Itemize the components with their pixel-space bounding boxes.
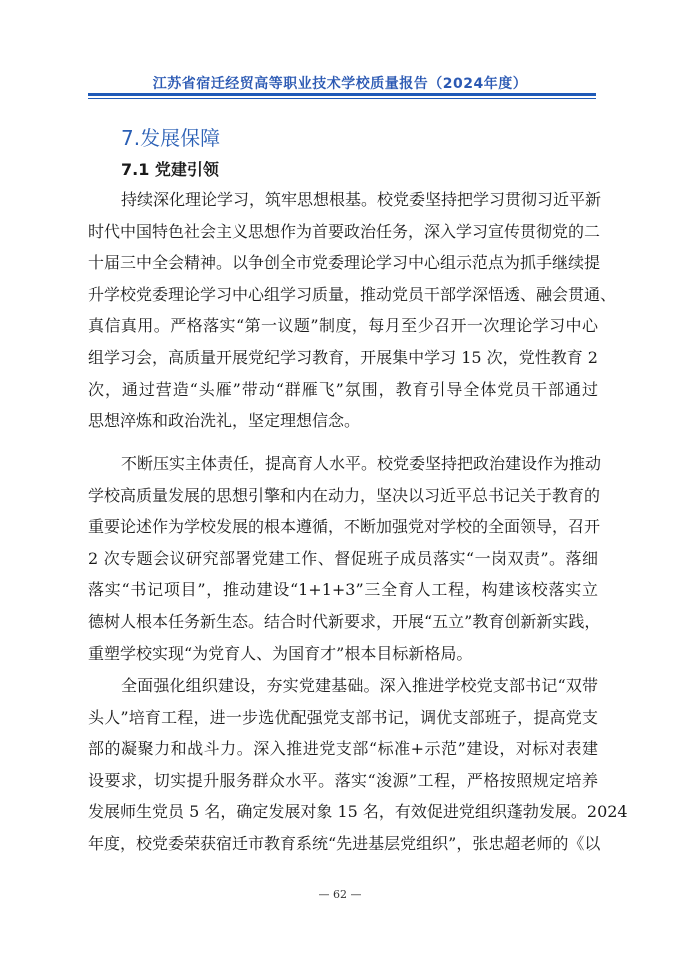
paragraph-responsibility [88,448,602,669]
paragraph-line: 不断压实主体责任，提高育人水平。校党委坚持把政治建设作为推动 [121,454,602,473]
paragraph-line: 重要论述作为学校发展的根本遵循，不断加强党对学校的全面领导，召开 [88,517,601,537]
paragraph-line: 真信真用。严格落实“第一议题”制度，每月至少召开一次理论学习中心 [88,316,598,336]
paragraph-line: 持续深化理论学习，筑牢思想根基。校党委坚持把学习贯彻习近平新 [121,190,602,209]
section-heading: 7.发展保障 [121,126,221,150]
paragraph-line: 全面强化组织建设，夯实党建基础。深入推进学校党支部书记“双带 [121,676,598,695]
paragraph-line: 思想淬炼和政治洗礼，坚定理想信念。 [88,411,361,431]
paragraph-line: 学校高质量发展的思想引擎和内在动力，坚决以习近平总书记关于教育的 [88,485,601,505]
header-rule-thin [88,98,596,99]
paragraph-line: 头人”培育工程，进一步选优配强党支部书记，调优支部班子，提高党支 [88,707,598,727]
paragraph-line: 十届三中全会精神。以争创全市党委理论学习中心组示范点为抓手继续提 [88,253,601,273]
header-rule-thick [88,93,596,96]
paragraph-line: 2 次专题会议研究部署党建工作、督促班子成员落实“一岗双责”。落细 [88,548,598,568]
paragraph-organization [88,670,628,860]
paragraph-line: 年度，校党委荣获宿迁市教育系统“先进基层党组织”，张忠超老师的《以 [88,833,601,853]
paragraph-line: 设要求，切实提升服务群众水平。落实“浚源”工程，严格按照规定培养 [88,770,598,790]
paragraph-line: 落实“书记项目”，推动建设“1+1+3”三全育人工程，构建该校落实立 [88,580,598,600]
paragraph-line: 时代中国特色社会主义思想作为首要政治任务，深入学习宣传贯彻党的二 [88,221,601,241]
paragraph-line: 组学习会，高质量开展党纪学习教育，开展集中学习 15 次，党性教育 2 [88,347,598,367]
paragraph-line: 德树人根本任务新生态。结合时代新要求，开展“五立”教育创新新实践， [88,611,601,631]
paragraph-line: 部的凝聚力和战斗力。深入推进党支部“标准+示范”建设，对标对表建 [88,739,598,759]
paragraph-theory-study [88,184,617,437]
paragraph-line: 次，通过营造“头雁”带动“群雁飞”氛围，教育引导全体党员干部通过 [88,379,598,399]
subsection-heading: 7.1 党建引领 [121,160,219,179]
page-number: — 62 — [318,888,362,901]
paragraph-line: 发展师生党员 5 名，确定发展对象 15 名，有效促进党组织蓬勃发展。2024 [88,802,628,822]
paragraph-line: 升学校党委理论学习中心组学习质量，推动党员干部学深悟透、融会贯通、 [88,284,617,304]
running-header-title: 江苏省宿迁经贸高等职业技术学校质量报告（2024年度） [152,76,528,92]
paragraph-line: 重塑学校实现“为党育人、为国育才”根本目标新格局。 [88,643,473,663]
